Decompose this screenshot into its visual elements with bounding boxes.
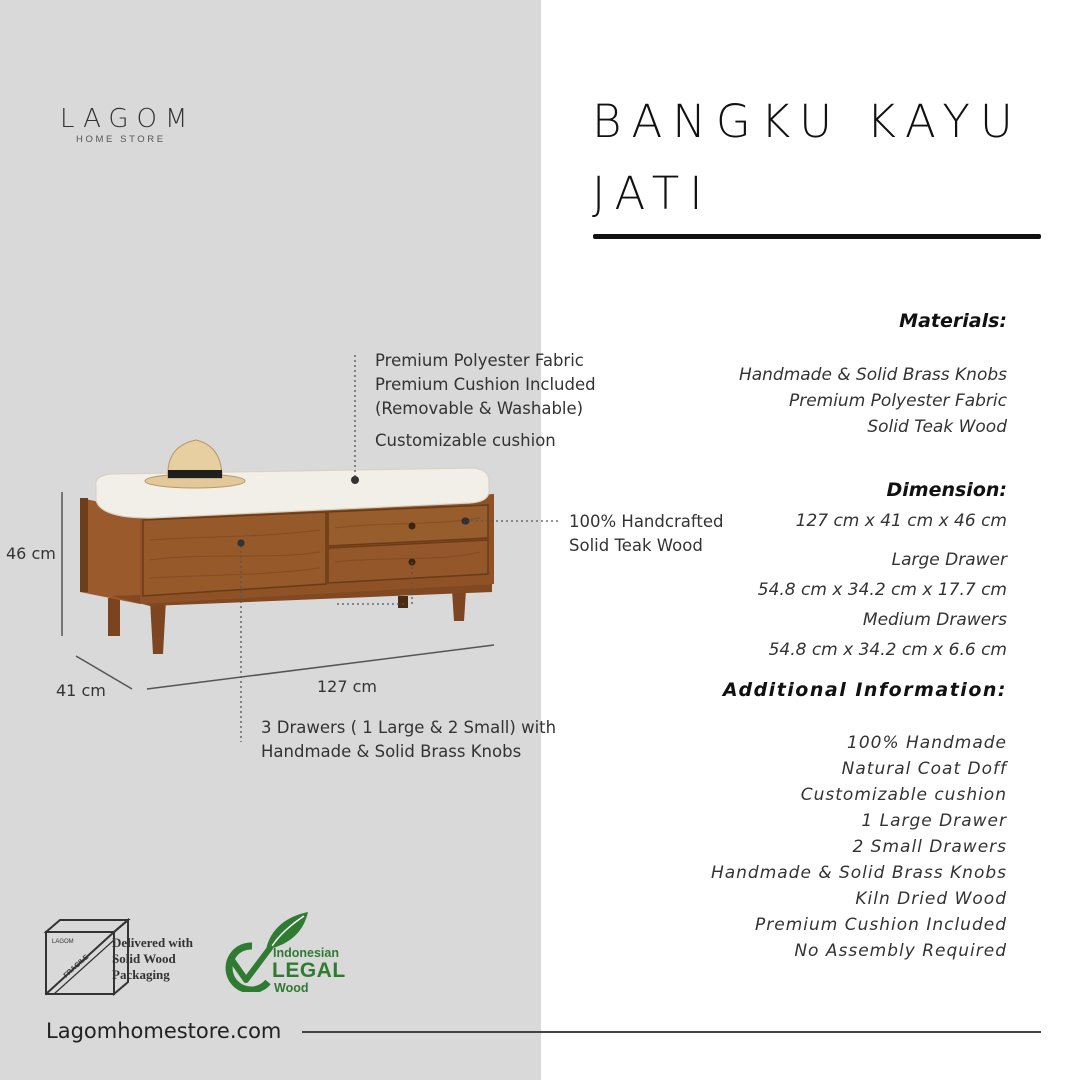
additional-item: 1 Large Drawer bbox=[861, 811, 1007, 831]
packaging-line: Packaging bbox=[112, 967, 170, 982]
bench-leg bbox=[108, 598, 120, 636]
bench-leg bbox=[150, 600, 166, 654]
additional-item: Kiln Dried Wood bbox=[855, 889, 1007, 909]
drawers-line: 3 Drawers ( 1 Large & 2 Small) with bbox=[261, 718, 557, 737]
large-drawer-label: Large Drawer bbox=[891, 550, 1007, 570]
bench-leg bbox=[452, 590, 466, 621]
brand-logo: LAGOM bbox=[60, 104, 196, 134]
materials-item: Handmade & Solid Brass Knobs bbox=[738, 365, 1007, 385]
dimension-heading: Dimension: bbox=[886, 479, 1007, 501]
packaging-line: Solid Wood bbox=[112, 951, 176, 966]
small-drawer-top bbox=[328, 505, 488, 546]
legal-badge-line1: Indonesian bbox=[273, 946, 339, 960]
additional-item: Premium Cushion Included bbox=[755, 915, 1007, 935]
large-drawer-size: 54.8 cm x 34.2 cm x 17.7 cm bbox=[757, 580, 1007, 600]
customizable-annotation: Customizable cushion bbox=[375, 431, 556, 450]
additional-item: Handmade & Solid Brass Knobs bbox=[710, 863, 1007, 883]
additional-heading: Additional Information: bbox=[722, 679, 1007, 701]
title-divider bbox=[593, 234, 1041, 239]
overall-dimension: 127 cm x 41 cm x 46 cm bbox=[795, 511, 1007, 531]
additional-item: 100% Handmade bbox=[847, 733, 1007, 753]
website-link[interactable]: Lagomhomestore.com bbox=[46, 1019, 282, 1043]
additional-item: Natural Coat Doff bbox=[841, 759, 1007, 779]
brand-tagline: HOME STORE bbox=[76, 134, 166, 145]
additional-list bbox=[711, 730, 1007, 964]
packaging-line: Delivered with bbox=[112, 935, 193, 950]
footer-divider bbox=[302, 1031, 1041, 1033]
drawers-line: Handmade & Solid Brass Knobs bbox=[261, 742, 522, 761]
additional-item: No Assembly Required bbox=[794, 941, 1007, 961]
drawers-annotation bbox=[261, 716, 556, 764]
legal-badge-line2: LEGAL bbox=[272, 959, 346, 982]
wood-line: Solid Teak Wood bbox=[569, 536, 703, 555]
packaging-badge-text bbox=[112, 935, 193, 983]
depth-label: 41 cm bbox=[56, 681, 106, 700]
cushion-annotation bbox=[375, 349, 596, 421]
width-label: 127 cm bbox=[317, 677, 378, 696]
medium-drawers-label: Medium Drawers bbox=[862, 610, 1007, 630]
additional-item: Customizable cushion bbox=[800, 785, 1007, 805]
legal-badge-line3: Wood bbox=[274, 981, 309, 995]
product-title: BANGKU KAYU JATI bbox=[592, 95, 1023, 220]
bench-leg bbox=[398, 596, 408, 608]
fragile-text: FRAGILE bbox=[62, 953, 91, 980]
materials-heading: Materials: bbox=[899, 310, 1007, 332]
drawer-knob bbox=[409, 523, 416, 530]
crate-logo-text: LAGOM bbox=[52, 939, 74, 945]
straw-hat-band bbox=[168, 470, 222, 478]
height-label: 46 cm bbox=[6, 544, 56, 563]
additional-item: 2 Small Drawers bbox=[852, 837, 1007, 857]
materials-list bbox=[739, 362, 1007, 440]
wood-line: 100% Handcrafted bbox=[569, 512, 724, 531]
materials-item: Premium Polyester Fabric bbox=[788, 391, 1007, 411]
cushion-line: (Removable & Washable) bbox=[375, 399, 584, 418]
cushion-line: Premium Cushion Included bbox=[375, 375, 596, 394]
wood-annotation bbox=[569, 510, 723, 558]
cushion-line: Premium Polyester Fabric bbox=[375, 351, 584, 370]
materials-item: Solid Teak Wood bbox=[867, 417, 1007, 437]
medium-drawers-size: 54.8 cm x 34.2 cm x 6.6 cm bbox=[768, 640, 1007, 660]
